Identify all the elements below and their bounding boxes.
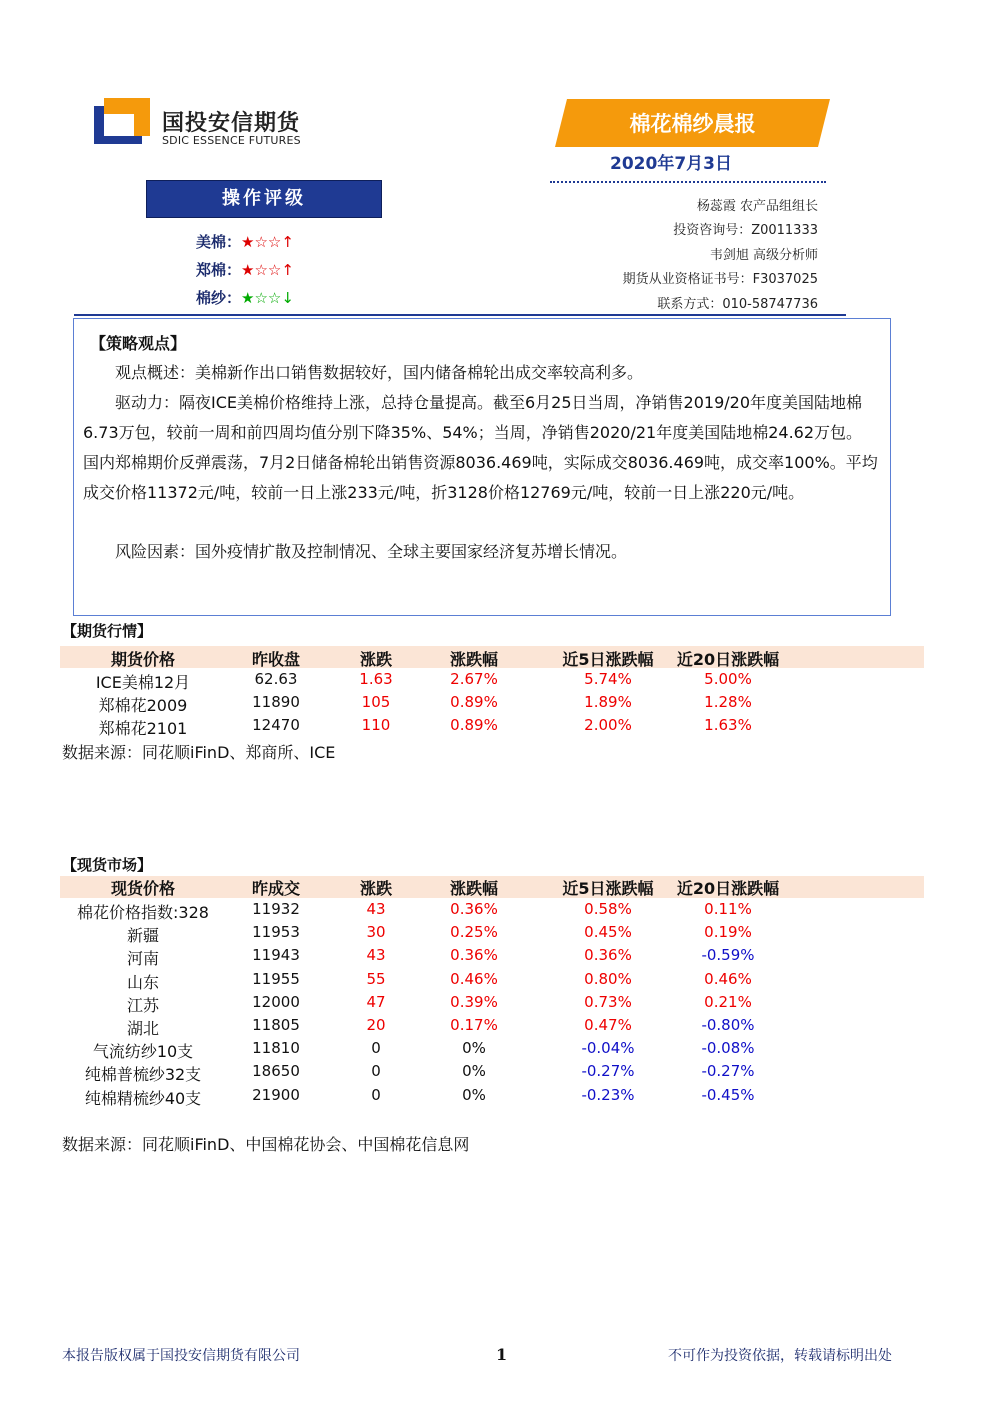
- spot-table-cell: 0.19%: [704, 923, 752, 942]
- spot-table-cell: -0.59%: [701, 946, 755, 965]
- spot-table-cell: -0.27%: [701, 1062, 755, 1081]
- spot-table-cell: 0.46%: [704, 969, 752, 988]
- spot-table-cell: 0.73%: [584, 992, 632, 1011]
- page-number: 1: [496, 1345, 508, 1364]
- arrow-up-icon: ↑: [281, 261, 294, 279]
- strategy-title: 【策略观点】: [90, 334, 187, 353]
- spot-table-cell: 20: [366, 1016, 386, 1034]
- spot-table-cell: 0.25%: [450, 923, 498, 942]
- logo-company-name-en: SDIC ESSENCE FUTURES: [162, 134, 301, 147]
- spot-table-cell: 0%: [462, 1062, 486, 1081]
- futures-table-cell: 5.74%: [584, 670, 632, 688]
- spot-table-cell: 30: [366, 923, 386, 942]
- spot-table-cell: -0.80%: [701, 1016, 755, 1034]
- report-date: 2020年7月3日: [610, 154, 732, 174]
- strategy-risks: 风险因素：国外疫情扩散及控制情况、全球主要国家经济复苏增长情况。: [115, 542, 628, 561]
- futures-column-header: 涨跌: [359, 650, 392, 669]
- rating-name: 美棉：: [196, 233, 242, 251]
- spot-table-cell: 11810: [252, 1039, 300, 1058]
- spot-table-cell: 0: [371, 1062, 381, 1081]
- spot-column-header: 现货价格: [110, 879, 175, 898]
- spot-table-cell: 18650: [252, 1062, 300, 1081]
- rating-stars: ★☆☆: [241, 261, 282, 279]
- arrow-up-icon: ↑: [281, 233, 294, 251]
- rating-title: 操作评级: [146, 180, 382, 218]
- futures-column-header: 近5日涨跌幅: [562, 650, 654, 669]
- spot-table-cell: -0.45%: [701, 1085, 755, 1104]
- dotted-divider: [550, 181, 826, 183]
- company-logo-icon: [94, 98, 150, 144]
- spot-table-cell: 55: [366, 969, 386, 988]
- analyst-line: 期货从业资格证书号：F3037025: [622, 272, 818, 287]
- spot-table-cell: 0.80%: [584, 969, 632, 988]
- spot-table-cell: 11805: [252, 1016, 300, 1034]
- spot-table-cell: 0.36%: [450, 946, 498, 965]
- analyst-line: 联系方式：010-58747736: [657, 297, 818, 312]
- spot-table-cell: 0%: [462, 1085, 486, 1104]
- spot-source: 数据来源：同花顺iFinD、中国棉花协会、中国棉花信息网: [62, 1135, 470, 1154]
- strategy-drivers: 驱动力：隔夜ICE美棉价格维持上涨，总持仓量提高。截至6月25日当周，净销售2019/20年度美国陆地棉6.73万包，较前一周和前四周均值分别下降35%、54%；当周，净销售2020/21年度美国陆地棉24.62万包。国内郑棉期价反弹震荡，7月2日储备棉轮出销售资源8036.469吨，实际成交8036.469吨，成交率100%。平均成交价格11372元/吨，较前一日上涨233元/吨，折3128价格12769元/吨，较前一日上涨220元/吨。: [83, 393, 878, 502]
- futures-table-cell: 1.63: [359, 670, 393, 688]
- spot-table-cell: -0.08%: [701, 1039, 755, 1058]
- futures-table-cell: 1.28%: [704, 693, 752, 711]
- spot-column-header: 近5日涨跌幅: [562, 879, 654, 898]
- spot-section-title: 【现货市场】: [62, 856, 153, 874]
- futures-column-header: 期货价格: [110, 650, 175, 669]
- spot-table-cell: 江苏: [126, 995, 159, 1015]
- futures-table-cell: 0.89%: [450, 693, 498, 711]
- futures-table-cell: 0.89%: [450, 716, 498, 734]
- spot-table-cell: 0.45%: [584, 923, 632, 942]
- spot-table-cell: 河南: [126, 949, 159, 969]
- arrow-down-icon: ↓: [281, 289, 294, 307]
- spot-table-cell: 21900: [252, 1085, 300, 1104]
- spot-table-cell: 0.36%: [450, 900, 498, 918]
- spot-table-cell: 纯棉精梳纱40支: [84, 1088, 202, 1108]
- futures-table-cell: 郑棉花2009: [98, 696, 188, 715]
- spot-table-cell: 0: [371, 1039, 381, 1058]
- futures-table-cell: 11890: [252, 693, 300, 711]
- futures-section-title: 【期货行情】: [62, 622, 153, 640]
- spot-column-header: 涨跌: [359, 879, 392, 898]
- futures-table-cell: 1.89%: [584, 693, 632, 711]
- futures-column-header: 昨收盘: [251, 650, 300, 669]
- futures-column-header: 近20日涨跌幅: [676, 650, 780, 669]
- rating-row-us-cotton: [196, 231, 294, 252]
- futures-table-cell: 2.00%: [584, 716, 632, 734]
- futures-table-cell: 105: [361, 693, 391, 711]
- spot-table-cell: 山东: [126, 972, 159, 992]
- spot-table-cell: 0.36%: [584, 946, 632, 965]
- spot-table-cell: 湖北: [126, 1019, 159, 1038]
- futures-table-cell: ICE美棉12月: [95, 673, 191, 692]
- spot-table-cell: 气流纺纱10支: [92, 1042, 194, 1062]
- spot-table-cell: 0.17%: [450, 1016, 498, 1034]
- spot-table-cell: 0.39%: [450, 992, 498, 1011]
- rating-row-zz-cotton: [196, 259, 294, 280]
- header-divider: [74, 314, 846, 316]
- spot-table-cell: -0.23%: [581, 1085, 635, 1104]
- spot-table-cell: 11955: [252, 969, 300, 988]
- spot-table-cell: 0.21%: [704, 992, 752, 1011]
- rating-row-yarn: [196, 287, 294, 308]
- rating-name: 郑棉：: [196, 261, 242, 279]
- spot-table-cell: 43: [366, 946, 386, 965]
- futures-table-cell: 110: [361, 716, 391, 734]
- spot-table-cell: 新疆: [126, 926, 159, 946]
- futures-table-cell: 2.67%: [450, 670, 498, 688]
- futures-table-cell: 62.63: [254, 670, 298, 688]
- report-title: 棉花棉纱晨报: [629, 112, 756, 136]
- spot-table-cell: 11953: [252, 923, 300, 942]
- spot-column-header: 近20日涨跌幅: [676, 879, 780, 898]
- spot-column-header: 涨跌幅: [449, 879, 498, 898]
- spot-table-cell: 纯棉普梳纱32支: [84, 1065, 202, 1085]
- spot-table-cell: -0.27%: [581, 1062, 635, 1081]
- rating-stars: ★☆☆: [241, 233, 282, 251]
- spot-table-cell: 11932: [252, 900, 300, 918]
- futures-table-cell: 郑棉花2101: [98, 719, 188, 738]
- spot-table-cell: 0.47%: [584, 1016, 632, 1034]
- futures-table-cell: 5.00%: [704, 670, 752, 688]
- spot-table-cell: 0: [371, 1085, 381, 1104]
- footer-copyright: 本报告版权属于国投安信期货有限公司: [62, 1348, 300, 1364]
- spot-table-cell: 43: [366, 900, 386, 918]
- futures-column-header: 涨跌幅: [449, 650, 498, 669]
- futures-table-cell: 1.63%: [704, 716, 752, 734]
- spot-table-cell: 棉花价格指数:328: [77, 903, 209, 922]
- spot-table-cell: -0.04%: [581, 1039, 635, 1058]
- rating-name: 棉纱：: [196, 289, 242, 307]
- strategy-summary: 观点概述：美棉新作出口销售数据较好，国内储备棉轮出成交率较高利多。: [115, 363, 644, 382]
- spot-table-cell: 0%: [462, 1039, 486, 1058]
- analyst-line: 投资咨询号：Z0011333: [673, 223, 818, 238]
- futures-source: 数据来源：同花顺iFinD、郑商所、ICE: [62, 743, 336, 762]
- futures-table-cell: 12470: [252, 716, 300, 734]
- spot-column-header: 昨成交: [251, 879, 300, 898]
- spot-table-cell: 0.46%: [450, 969, 498, 988]
- analyst-line: 韦剑旭 高级分析师: [709, 248, 818, 263]
- spot-table-cell: 0.11%: [704, 900, 752, 918]
- rating-stars: ★☆☆: [241, 289, 282, 307]
- footer-disclaimer: 不可作为投资依据，转载请标明出处: [668, 1348, 892, 1364]
- spot-table-cell: 12000: [252, 992, 300, 1011]
- logo-company-name: 国投安信期货: [162, 111, 301, 136]
- analyst-line: 杨蕊霞 农产品组组长: [696, 199, 818, 214]
- spot-table-cell: 47: [366, 992, 386, 1011]
- spot-table-cell: 11943: [252, 946, 300, 965]
- spot-table-cell: 0.58%: [584, 900, 632, 918]
